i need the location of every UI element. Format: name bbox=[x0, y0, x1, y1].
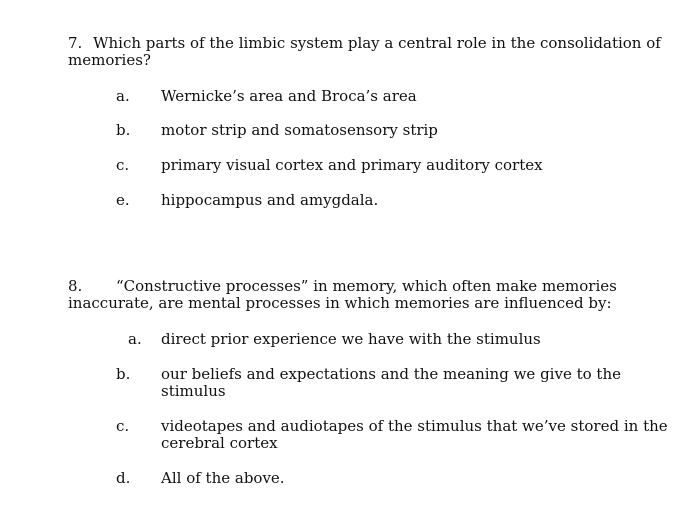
option-letter: a. bbox=[128, 330, 142, 348]
option-letter: b. bbox=[116, 365, 131, 383]
option-letter: e. bbox=[116, 191, 130, 209]
option-letter: c. bbox=[116, 156, 130, 174]
option-text: hippocampus and amygdala. bbox=[161, 191, 379, 209]
option-letter: a. bbox=[116, 87, 130, 105]
option-text: motor strip and somatosensory strip bbox=[161, 121, 438, 139]
question-7-text: Which parts of the limbic system play a central role in the consolidation of memories? bbox=[68, 34, 661, 69]
option-text: All of the above. bbox=[161, 469, 285, 487]
question-8-number: 8. bbox=[68, 277, 83, 295]
option-text: Wernicke’s area and Broca’s area bbox=[161, 87, 417, 105]
option-text: direct prior experience we have with the stimulus bbox=[161, 330, 541, 348]
question-8-text: “Constructive processes” in memory, which often make memories inaccurate, are mental processes in which memories are influenced by: bbox=[68, 277, 617, 312]
question-7-number: 7. bbox=[68, 34, 83, 52]
option-text: videotapes and audiotapes of the stimulus that we’ve stored in the cerebral cortex bbox=[161, 417, 668, 452]
question-8-stem bbox=[68, 278, 668, 312]
option-letter: c. bbox=[116, 417, 130, 435]
option-text: primary visual cortex and primary auditory cortex bbox=[161, 156, 543, 174]
option-letter: d. bbox=[116, 469, 131, 487]
question-7-stem bbox=[68, 35, 668, 69]
option-text: our beliefs and expectations and the meaning we give to the stimulus bbox=[161, 365, 621, 400]
option-letter: b. bbox=[116, 121, 131, 139]
